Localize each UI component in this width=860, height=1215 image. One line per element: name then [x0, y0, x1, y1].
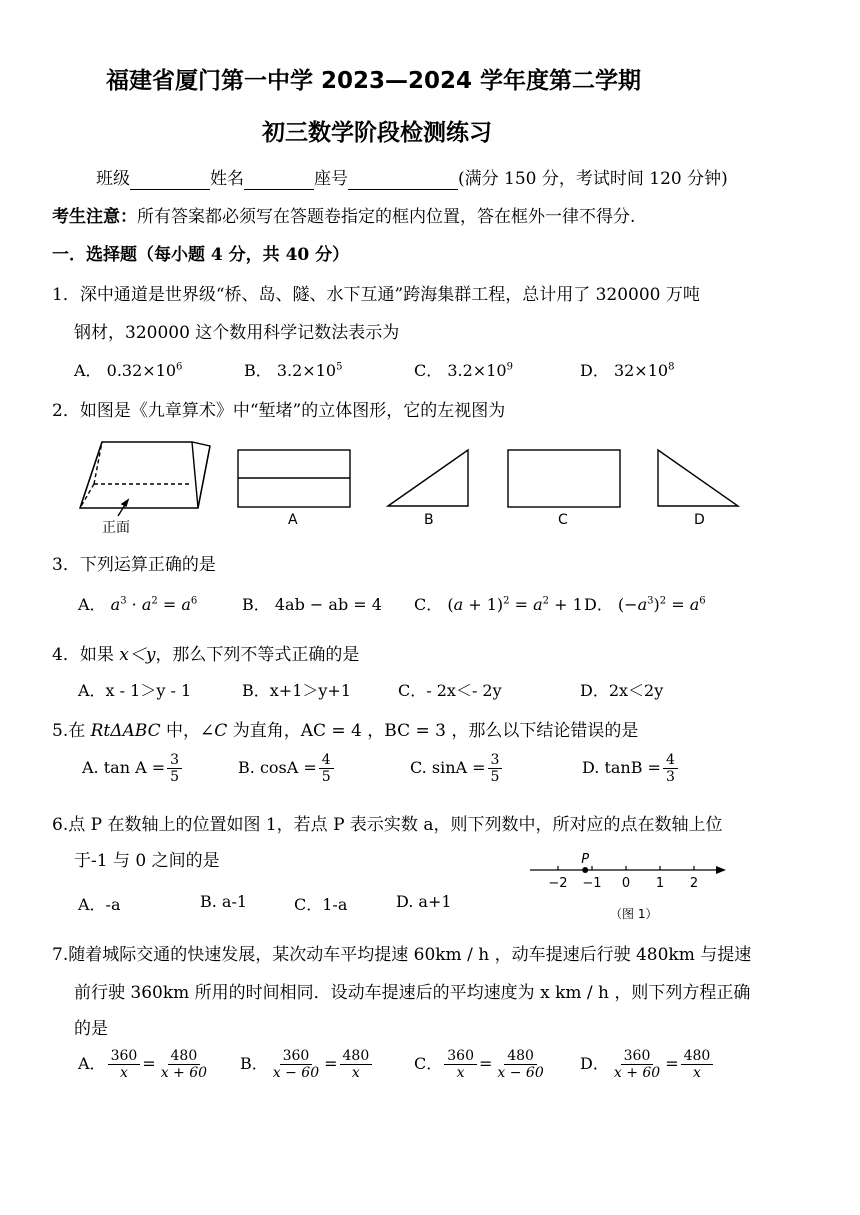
prism-figure [80, 442, 210, 516]
figure-b [388, 450, 468, 506]
figure-d [658, 450, 738, 506]
q5-option-a: A. tan A = $\frac{3}{5}$ [82, 752, 184, 785]
q6-option-b: B. a-1 [200, 892, 248, 911]
q7-option-b: B． $\frac{360}{x - 60}$ = $\frac{480}{x}$ [240, 1048, 374, 1081]
seat-blank [348, 169, 458, 190]
front-label: 正面 [102, 520, 130, 536]
q6-line1: 6.点 P 在数轴上的位置如图 1，若点 P 表示实数 a，则下列数中，所对应的点在数轴上位 [52, 815, 723, 835]
q5-option-c: C. sinA = $\frac{3}{5}$ [410, 752, 504, 785]
q4-option-a: A．x - 1＞y - 1 [78, 681, 192, 700]
axis-tick-label: −2 [548, 876, 568, 891]
figure-b-label: B [424, 512, 434, 528]
notice [52, 202, 635, 227]
seat-label: 座号 [314, 169, 348, 189]
section-heading: 一．选择题（每小题 4 分，共 40 分） [52, 245, 350, 265]
figure-caption: （图 1） [610, 907, 658, 921]
q5-option-d: D. tanB = $\frac{4}{3}$ [582, 752, 680, 785]
q3-option-c: C． $(a + 1)^2 = a^2 + 1$ [414, 595, 583, 614]
q7-option-c: C． $\frac{360}{x}$ = $\frac{480}{x - 60}$ [414, 1048, 544, 1082]
axis-arrow-icon [716, 866, 726, 874]
q3-text: 3．下列运算正确的是 [52, 555, 216, 575]
q3-option-d: D． $(-a^3)^2 = a^6$ [584, 595, 706, 614]
point-p-label: P [581, 852, 590, 867]
class-blank [130, 169, 210, 190]
axis-tick-label: 1 [655, 876, 665, 891]
q3-option-b: B． 4ab − ab = 4 [242, 595, 382, 614]
q1-option-c: C． $3.2\times 10^9$ [414, 361, 513, 380]
q4-option-c: C．- 2x＜- 2y [398, 681, 502, 700]
axis-tick-label: −1 [582, 876, 602, 891]
q6-option-a: A．-a [78, 895, 121, 914]
q5-text: 5.在 RtΔABC 中，∠C 为直角，AC = 4 ，BC = 3 ，那么以下结论错误的是 [52, 721, 639, 741]
notice-text: 所有答案都必须写在答题卷指定的框内位置，答在框外一律不得分. [137, 207, 636, 227]
q6-line2: 于-1 与 0 之间的是 [74, 851, 220, 871]
exam-subtitle: 初三数学阶段检测练习 [262, 120, 492, 146]
q6-option-d: D. a+1 [396, 892, 452, 911]
point-p [582, 867, 588, 873]
figure-c-label: C [558, 512, 568, 528]
q2-text: 2．如图是《九章算术》中“堑堵”的立体图形，它的左视图为 [52, 401, 506, 421]
student-info-row [96, 164, 728, 190]
q7-line2: 前行驶 360km 所用的时间相同．设动车提速后的平均速度为 x km / h ，则下列方程正确 [74, 983, 751, 1003]
q5-option-b: B. cosA = $\frac{4}{5}$ [238, 752, 336, 785]
figure-c [508, 450, 620, 507]
figure-a-label: A [288, 512, 298, 528]
q1-option-a: A． $0.32\times 10^6$ [74, 361, 183, 380]
q4-text: 4．如果 x＜y，那么下列不等式正确的是 [52, 645, 360, 665]
axis-tick-label: 0 [621, 876, 631, 891]
name-label: 姓名 [210, 169, 244, 189]
q1-line2: 钢材，320000 这个数用科学记数法表示为 [74, 323, 400, 343]
axis-tick-label: 2 [689, 876, 699, 891]
figure-d-label: D [694, 512, 705, 528]
q4-option-d: D．2x＜2y [580, 681, 664, 700]
q6-option-c: C．1-a [294, 895, 348, 914]
name-blank [244, 169, 314, 190]
q1-option-d: D． $32\times 10^8$ [580, 361, 675, 380]
notice-label: 考生注意： [52, 207, 137, 227]
q1-option-b: B． $3.2\times 10^5$ [244, 361, 343, 380]
q1-line1: 1．深中通道是世界级“桥、岛、隧、水下互通”跨海集群工程，总计用了 320000 万吨 [52, 285, 700, 305]
q3-option-a: A． $a^3 \cdot a^2 = a^6$ [78, 595, 198, 614]
q7-line3: 的是 [74, 1019, 108, 1039]
exam-title: 福建省厦门第一中学 2023—2024 学年度第二学期 [106, 68, 642, 94]
q7-option-a: A． $\frac{360}{x}$ = $\frac{480}{x + 60}$ [78, 1048, 208, 1082]
class-label: 班级 [96, 169, 130, 189]
q7-line1: 7.随着城际交通的快速发展，某次动车平均提速 60km / h ，动车提速后行驶 480km 与提速 [52, 945, 752, 965]
q7-option-d: D． $\frac{360}{x + 60}$ = $\frac{480}{x}$ [580, 1048, 715, 1081]
number-line-figure [524, 846, 734, 924]
q2-figures [70, 436, 750, 536]
exam-info: (满分 150 分，考试时间 120 分钟) [458, 169, 728, 189]
figure-a [238, 450, 350, 507]
q4-option-b: B．x+1＞y+1 [242, 681, 351, 700]
